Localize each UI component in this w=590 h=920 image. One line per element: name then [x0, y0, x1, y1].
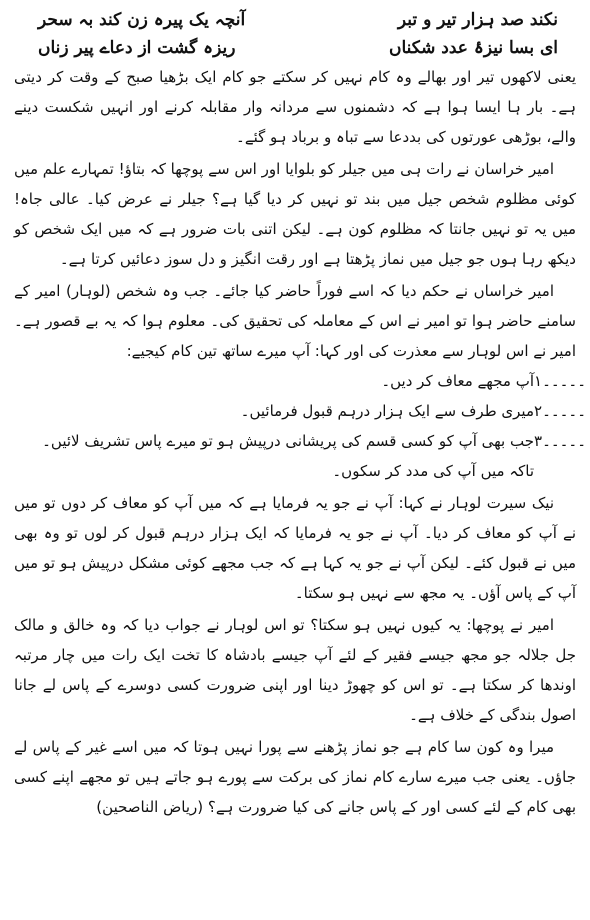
list-item-3 [14, 426, 587, 486]
list-item-2-text: میری طرف سے ایک ہزار درہم قبول فرمائیں۔ [240, 402, 534, 420]
list-item-3-text: جب بھی آپ کو کسی قسم کی پریشانی درپیش ہو تو میرے پاس تشریف لائیں۔ تاکہ میں آپ کی مدد کر سکوں۔ [42, 432, 534, 480]
paragraph-amir-summons-blacksmith: امیر خراساں نے حکم دیا کہ اسے فوراً حاضر کیا جائے۔ جب وہ شخص (لوہار) امیر کے سامنے حاضر ہوا تو امیر نے اس کے معاملہ کی تحقیق کی۔ معلوم ہوا کہ یہ بے قصور ہے۔ امیر نے اس لوہار سے معذرت کی اور کہا: آپ میرے ساتھ تین کام کیجیے: [14, 282, 576, 360]
paragraph-amir-asks-jailer: امیر خراسان نے رات ہی میں جیلر کو بلوایا اور اس سے پوچھا کہ بتاؤ! تمہارے علم میں کوئی مظلوم شخص جیل میں بند تو نہیں کر دیا گیا ہے؟ جیلر نے عرض کیا۔ عالی جاہ! میں یہ تو نہیں جانتا کہ مظلوم کون ہے۔ لیکن اتنی بات ضرور ہے کہ میں ایک شخص کو دیکھ رہا ہوں جو جیل میں نماز پڑھتا ہے اور رقت انگیز و دل سوز دعائیں کرتا ہے۔ [14, 160, 576, 268]
list-item-1-text: آپ مجھے معاف کر دیں۔ [381, 372, 534, 390]
paragraph-amir-question: امیر نے پوچھا: یہ کیوں نہیں ہو سکتا؟ تو اس لوہار نے جواب دیا کہ وہ خالق و مالک جل جلالہ جو مجھ جیسے فقیر کے لئے آپ جیسے بادشاہ کا تخت ایک رات میں چار مرتبہ اوندھا کر سکتا ہے۔ تو اس کو چھوڑ دینا اور اپنی ضرورت کسی دوسرے کے پاس لے جانا اصول بندگی کے خلاف ہے۔ [14, 616, 576, 724]
list-item-2-number: ۲۔۔۔۔۔ [534, 402, 587, 420]
persian-verse-line-1 [14, 6, 576, 34]
verse-line-2-left: ریزہ گشت از دعاے پیر زناں [38, 38, 236, 58]
verse-line-2-right: ای بسا نیزۂ عدد شکناں [388, 38, 558, 58]
list-item-1 [14, 366, 587, 396]
persian-verse-line-2 [14, 34, 576, 62]
list-item-3-number: ۳۔۔۔۔۔ [534, 432, 587, 450]
list-item-1-number: ۱۔۔۔۔۔ [534, 372, 587, 390]
list-item-2 [14, 396, 587, 426]
verse-line-1-left: آنچہ یک پیرہ زن کند بہ سحر [38, 10, 246, 30]
paragraph-verse-translation: یعنی لاکھوں تیر اور بھالے وہ کام نہیں کر سکتے جو کام ایک بڑھیا صبح کے وقت کر دیتی ہے۔ بار ہا ایسا ہوا ہے کہ دشمنوں سے مردانہ وار مقابلہ کرنے اور انہیں شکست دینے والے، بوڑھی عورتوں کی بددعا سے تباہ و برباد ہو گئے۔ [14, 68, 576, 146]
paragraph-conclusion: میرا وہ کون سا کام ہے جو نماز پڑھنے سے پورا نہیں ہوتا کہ میں اسے غیر کے پاس لے جاؤں۔ یعنی جب میرے سارے کام نماز کی برکت سے پورے ہو جاتے ہیں تو مجھے اپنے کسی بھی کام کے لئے کسی اور کے پاس جانے کی کیا ضرورت ہے؟ (ریاض الناصحین) [14, 738, 576, 816]
verse-line-1-right: نکند صد ہزار تیر و تبر [397, 10, 558, 30]
paragraph-blacksmith-reply: نیک سیرت لوہار نے کہا: آپ نے جو یہ فرمایا ہے کہ میں آپ کو معاف کر دوں تو میں نے آپ کو معاف کر دیا۔ آپ نے جو یہ فرمایا کہ ایک ہزار درہم قبول کر لوں تو وہ بھی میں نے قبول کئے۔ لیکن آپ نے جو یہ کہا ہے کہ جب مجھے کوئی مشکل درپیش ہو تو میں آپ کے پاس آؤں۔ یہ مجھ سے نہیں ہو سکتا۔ [14, 494, 576, 602]
